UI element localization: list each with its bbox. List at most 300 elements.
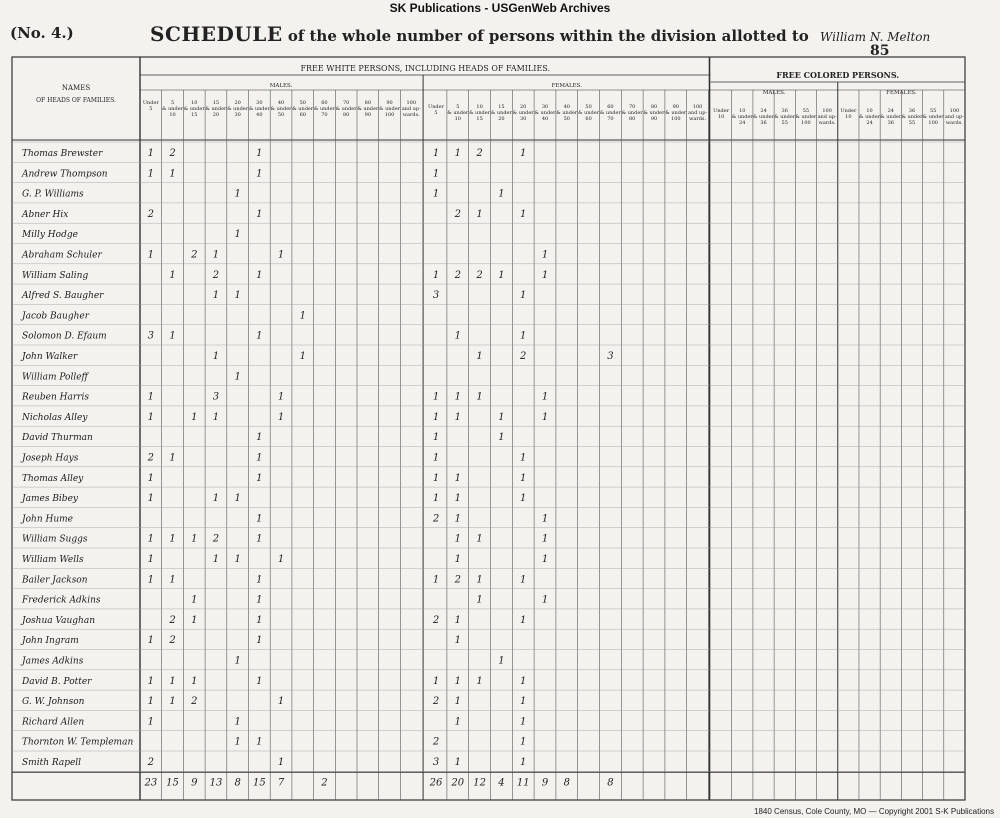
colored-male-col-header: 10 (717, 114, 725, 120)
white-female-count: 1 (454, 716, 461, 728)
white-male-count: 1 (191, 675, 198, 687)
head-of-family-name: James Bibey (22, 494, 78, 505)
white-female-col-header: & under (469, 110, 491, 116)
colored-female-col-header: 10 (866, 108, 873, 114)
white-male-count: 1 (277, 757, 285, 768)
white-males-label: MALES. (269, 83, 293, 89)
head-of-family-name: William Suggs (22, 534, 88, 545)
white-female-count: 3 (432, 757, 440, 768)
white-male-col-header: Under (142, 100, 159, 106)
white-female-count: 1 (520, 493, 527, 505)
white-female-count: 1 (476, 391, 483, 403)
white-male-count: 1 (147, 249, 155, 261)
white-female-count: 1 (454, 330, 461, 342)
white-female-count: 1 (520, 614, 527, 626)
free-white-header: FREE WHITE PERSONS, INCLUDING HEADS OF FAMILIES. (300, 64, 551, 73)
archive-banner: SK Publications - USGenWeb Archives (389, 1, 611, 15)
head-of-family-name: William Saling (22, 270, 89, 281)
white-male-total: 13 (209, 777, 223, 789)
colored-male-col-header: 100 (801, 120, 811, 126)
white-male-col-header: & under (183, 106, 205, 112)
white-female-count: 1 (432, 493, 440, 505)
white-male-col-header: 60 (299, 112, 306, 118)
head-of-family-name: Thomas Brewster (22, 149, 103, 159)
white-male-count: 1 (256, 635, 263, 647)
white-female-col-header: 90 (672, 104, 679, 110)
title-rest: of the whole number of persons within the division allotted to (287, 27, 809, 45)
white-female-col-header: 100 (692, 104, 703, 110)
white-male-count: 1 (212, 351, 220, 362)
page-number: 85 (870, 43, 890, 59)
white-female-col-header: wards. (689, 116, 707, 122)
white-male-col-header: 10 (191, 100, 198, 106)
colored-male-col-header: 24 (760, 108, 767, 114)
white-female-count: 1 (476, 351, 483, 362)
white-male-total: 8 (234, 777, 241, 789)
white-female-count: 2 (520, 351, 527, 362)
white-male-total: 2 (321, 777, 328, 789)
colored-female-col-header: & under (880, 114, 902, 120)
white-male-col-header: & under (379, 106, 401, 112)
white-male-col-header: 100 (384, 112, 395, 118)
white-female-col-header: 5 (456, 104, 460, 110)
white-female-count: 2 (454, 208, 461, 220)
white-female-count: 1 (454, 696, 461, 708)
white-male-count: 1 (147, 168, 155, 180)
white-male-col-header: and up- (401, 106, 421, 112)
white-female-col-header: 80 (629, 116, 636, 122)
white-female-col-header: 80 (650, 104, 658, 110)
white-female-count: 1 (520, 716, 527, 728)
white-male-count: 1 (256, 168, 263, 180)
white-female-col-header: 15 (498, 104, 505, 110)
white-female-col-header: 100 (671, 116, 681, 122)
head-of-family-name: James Adkins (22, 656, 84, 667)
white-female-col-header: 60 (607, 104, 614, 110)
white-male-count: 2 (147, 757, 155, 768)
white-male-col-header: & under (162, 106, 184, 112)
white-female-count: 1 (498, 269, 505, 281)
white-female-col-header: and up- (688, 110, 708, 116)
white-male-col-header: 50 (277, 112, 285, 118)
colored-males-label: MALES. (762, 90, 786, 96)
colored-female-col-header: 100 (928, 120, 938, 126)
colored-female-col-header: 36 (887, 120, 894, 126)
white-male-count: 1 (169, 330, 176, 342)
white-female-count: 1 (498, 655, 505, 667)
white-male-count: 1 (169, 574, 176, 586)
white-female-count: 1 (454, 757, 461, 768)
white-female-col-header: 5 (434, 110, 438, 116)
white-female-count: 1 (454, 472, 461, 484)
white-female-col-header: & under (447, 110, 469, 116)
white-male-count: 1 (256, 432, 263, 444)
white-female-total: 12 (473, 777, 486, 789)
white-female-count: 1 (541, 269, 549, 281)
white-male-count: 1 (147, 696, 155, 708)
white-male-count: 1 (299, 310, 306, 322)
white-male-count: 1 (234, 736, 241, 748)
colored-male-col-header: wards. (818, 120, 836, 126)
white-male-count: 1 (234, 554, 241, 565)
colored-female-col-header: 36 (908, 108, 916, 114)
white-male-count: 1 (147, 391, 155, 403)
white-female-col-header: 70 (607, 116, 614, 122)
head-of-family-name: Frederick Adkins (22, 595, 101, 606)
white-female-count: 2 (454, 269, 461, 281)
white-male-count: 1 (169, 533, 176, 545)
white-female-count: 1 (454, 391, 461, 403)
white-female-count: 1 (476, 594, 483, 606)
white-male-col-header: & under (335, 106, 357, 112)
white-male-col-header: 100 (406, 100, 417, 106)
colored-male-col-header: 10 (739, 108, 746, 114)
white-male-count: 1 (212, 493, 220, 505)
white-male-col-header: 30 (234, 112, 241, 118)
white-female-count: 1 (454, 533, 461, 545)
white-male-count: 1 (234, 716, 241, 728)
white-male-col-header: 40 (277, 100, 285, 106)
white-female-count: 1 (432, 574, 440, 586)
colored-male-col-header: & under (731, 114, 753, 120)
colored-female-col-header: 10 (845, 114, 852, 120)
white-female-count: 1 (454, 411, 461, 423)
white-male-col-header: 15 (191, 112, 198, 118)
colored-male-col-header: & under (795, 114, 817, 120)
head-of-family-name: Jacob Baugher (22, 311, 90, 322)
white-male-count: 2 (191, 249, 198, 261)
white-female-count: 1 (432, 675, 440, 687)
white-female-count: 1 (454, 554, 461, 565)
white-male-col-header: 70 (342, 100, 350, 106)
colored-male-col-header: 36 (781, 108, 788, 114)
white-male-count: 2 (212, 269, 220, 281)
white-male-col-header: & under (227, 106, 249, 112)
free-colored-header: FREE COLORED PERSONS. (776, 70, 900, 80)
white-female-count: 1 (520, 472, 527, 484)
colored-female-col-header: and up- (944, 114, 964, 120)
title-main: SCHEDULE (150, 22, 283, 46)
white-male-count: 1 (191, 614, 198, 626)
colored-male-col-header: 55 (802, 108, 810, 114)
head-of-family-name: Joshua Vaughan (22, 615, 96, 626)
white-male-col-header: 5 (149, 106, 153, 112)
colored-male-col-header: & under (774, 114, 796, 120)
white-male-total: 9 (191, 777, 198, 789)
white-male-count: 1 (256, 330, 263, 342)
footer-credit: 1840 Census, Cole County, MO — Copyright 2001 S-K Publications (754, 807, 994, 816)
white-female-count: 1 (476, 208, 483, 220)
white-male-count: 1 (147, 675, 155, 687)
white-female-count: 1 (476, 533, 483, 545)
white-female-count: 1 (541, 594, 549, 606)
white-female-count: 1 (520, 757, 527, 768)
colored-female-col-header: 55 (930, 108, 937, 114)
white-male-count: 1 (147, 472, 155, 484)
white-male-col-header: 50 (299, 100, 306, 106)
white-male-count: 1 (256, 513, 263, 525)
white-female-col-header: & under (556, 110, 578, 116)
white-male-count: 1 (191, 411, 198, 423)
white-female-total: 4 (498, 777, 505, 789)
white-female-col-header: & under (578, 110, 600, 116)
white-female-col-header: & under (490, 110, 512, 116)
white-male-total: 7 (277, 777, 285, 789)
white-male-count: 1 (234, 188, 241, 200)
white-female-count: 1 (476, 675, 483, 687)
allotted-to: William N. Melton (820, 30, 931, 44)
white-female-col-header: & under (643, 110, 665, 116)
white-male-count: 1 (147, 574, 155, 586)
white-females-label: FEMALES. (551, 83, 583, 89)
white-male-col-header: 60 (321, 100, 328, 106)
head-of-family-name: Smith Rapell (22, 758, 82, 768)
white-male-col-header: & under (357, 106, 379, 112)
white-female-total: 26 (429, 777, 443, 789)
colored-male-col-header: 55 (781, 120, 788, 126)
white-female-col-header: 30 (520, 116, 527, 122)
head-of-family-name: Thornton W. Templeman (22, 737, 134, 748)
white-female-count: 1 (454, 675, 461, 687)
white-female-count: 1 (476, 574, 483, 586)
white-male-count: 1 (256, 614, 263, 626)
white-female-count: 1 (498, 432, 505, 444)
white-female-count: 2 (432, 736, 440, 748)
white-male-col-header: & under (248, 106, 270, 112)
white-male-count: 3 (147, 330, 155, 342)
white-female-col-header: & under (665, 110, 687, 116)
white-male-col-header: 20 (212, 112, 220, 118)
white-male-count: 1 (169, 675, 176, 687)
white-female-count: 1 (520, 675, 527, 687)
schedule-number: (No. 4.) (10, 24, 74, 42)
white-female-count: 3 (607, 351, 614, 362)
white-male-count: 1 (212, 249, 220, 261)
head-of-family-name: William Wells (22, 555, 84, 565)
white-female-count: 1 (541, 411, 549, 423)
white-female-count: 1 (498, 188, 505, 200)
white-male-count: 1 (277, 249, 285, 261)
white-female-total: 11 (516, 777, 530, 789)
names-header-sub: OF HEADS OF FAMILIES. (36, 97, 116, 104)
white-male-total: 23 (144, 777, 158, 789)
white-male-count: 2 (212, 533, 220, 545)
white-male-count: 1 (256, 675, 263, 687)
white-male-count: 1 (256, 594, 263, 606)
white-female-count: 2 (454, 574, 461, 586)
white-male-col-header: wards. (402, 112, 420, 118)
white-female-col-header: 70 (629, 104, 636, 110)
white-female-col-header: & under (599, 110, 621, 116)
colored-female-col-header: wards. (945, 120, 963, 126)
white-female-col-header: & under (512, 110, 534, 116)
white-male-count: 1 (256, 148, 263, 159)
white-male-count: 1 (169, 269, 176, 281)
colored-female-col-header: & under (922, 114, 944, 120)
white-female-col-header: & under (534, 110, 556, 116)
white-female-col-header: 20 (520, 104, 527, 110)
white-female-col-header: 60 (585, 116, 592, 122)
white-male-count: 1 (256, 269, 263, 281)
colored-male-col-header: 36 (760, 120, 767, 126)
white-male-count: 1 (147, 493, 155, 505)
colored-female-col-header: & under (859, 114, 881, 120)
white-male-count: 2 (191, 696, 198, 708)
white-male-count: 1 (234, 371, 241, 383)
head-of-family-name: Andrew Thompson (22, 169, 108, 180)
form-border (12, 57, 965, 800)
head-of-family-name: John Walker (22, 352, 78, 362)
white-male-count: 1 (212, 554, 220, 565)
white-male-col-header: & under (205, 106, 227, 112)
white-female-col-header: 90 (650, 116, 658, 122)
white-female-count: 3 (432, 290, 440, 302)
white-female-count: 2 (476, 148, 483, 159)
white-female-count: 1 (432, 472, 440, 484)
white-female-col-header: 20 (498, 116, 505, 122)
white-male-count: 1 (191, 594, 198, 606)
white-female-col-header: 50 (585, 104, 592, 110)
white-male-count: 1 (277, 411, 285, 423)
form-grid-lines (12, 57, 965, 800)
white-male-col-header: & under (270, 106, 292, 112)
head-of-family-name: G. W. Johnson (22, 697, 85, 708)
white-male-count: 1 (169, 168, 176, 180)
white-male-count: 1 (191, 533, 198, 545)
white-female-col-header: 15 (476, 116, 483, 122)
head-of-family-name: Milly Hodge (22, 230, 78, 241)
white-male-count: 1 (169, 696, 176, 708)
white-male-count: 1 (147, 716, 155, 728)
white-male-col-header: 30 (256, 100, 263, 106)
white-male-total: 15 (166, 777, 179, 789)
head-of-family-name: Bailer Jackson (22, 575, 88, 586)
white-female-count: 1 (432, 411, 440, 423)
white-male-count: 2 (147, 452, 155, 464)
white-female-count: 1 (520, 696, 527, 708)
head-of-family-name: Nicholas Alley (22, 412, 88, 423)
colored-male-col-header: & under (753, 114, 775, 120)
white-female-total: 9 (541, 777, 549, 789)
white-female-col-header: 10 (476, 104, 483, 110)
form-headers (36, 64, 964, 126)
white-male-col-header: 80 (364, 100, 372, 106)
white-male-count: 1 (277, 391, 285, 403)
white-female-col-header: & under (621, 110, 643, 116)
head-of-family-name: John Hume (22, 514, 73, 525)
white-male-count: 2 (147, 208, 155, 220)
head-of-family-name: Richard Allen (22, 717, 85, 728)
white-female-total: 8 (563, 777, 570, 789)
white-female-count: 1 (454, 635, 461, 647)
white-female-col-header: 40 (541, 116, 549, 122)
colored-male-col-header: 24 (739, 120, 746, 126)
white-male-col-header: 5 (170, 100, 175, 106)
white-female-count: 1 (520, 574, 527, 586)
head-of-family-name: David Thurman (22, 433, 93, 444)
white-male-count: 1 (256, 208, 263, 220)
white-male-count: 1 (256, 452, 263, 464)
white-male-count: 1 (256, 533, 263, 545)
white-female-col-header: 50 (563, 116, 570, 122)
white-female-count: 1 (432, 269, 440, 281)
white-female-count: 2 (432, 614, 440, 626)
colored-female-col-header: 100 (949, 108, 960, 114)
colored-male-col-header: 100 (822, 108, 832, 114)
white-male-count: 1 (234, 493, 241, 505)
white-male-col-header: & under (313, 106, 335, 112)
head-of-family-name: Abraham Schuler (22, 250, 102, 261)
white-female-count: 1 (454, 148, 461, 159)
white-male-count: 1 (234, 655, 241, 667)
white-female-col-header: 30 (541, 104, 549, 110)
colored-female-col-header: 24 (866, 120, 873, 126)
white-male-col-header: 15 (212, 100, 220, 106)
head-of-family-name: Joseph Hays (22, 453, 79, 464)
white-female-count: 1 (541, 249, 549, 261)
white-male-total: 15 (252, 777, 266, 789)
names-header: NAMES (61, 84, 91, 92)
white-male-col-header: 10 (169, 112, 176, 118)
form-cells (20, 148, 614, 788)
white-male-count: 1 (147, 635, 155, 647)
white-female-count: 1 (432, 391, 440, 403)
white-female-count: 2 (432, 696, 440, 708)
white-male-col-header: 70 (321, 112, 328, 118)
white-female-col-header: Under (428, 104, 444, 110)
white-female-count: 1 (432, 188, 440, 200)
white-female-count: 1 (432, 432, 440, 444)
white-female-count: 2 (476, 269, 483, 281)
head-of-family-name: John Ingram (22, 636, 79, 647)
colored-female-col-header: 24 (887, 108, 894, 114)
white-female-count: 1 (520, 208, 527, 220)
white-male-count: 1 (147, 554, 155, 565)
white-male-count: 1 (169, 452, 176, 464)
white-female-count: 1 (541, 513, 549, 525)
white-male-count: 1 (234, 229, 241, 241)
white-female-col-header: 10 (454, 116, 461, 122)
white-female-count: 1 (454, 493, 461, 505)
white-male-col-header: 80 (342, 112, 350, 118)
white-male-count: 1 (256, 736, 263, 748)
white-male-col-header: 40 (256, 112, 263, 118)
white-male-col-header: & under (292, 106, 314, 112)
white-male-count: 2 (169, 635, 176, 647)
white-male-count: 2 (169, 614, 176, 626)
white-male-count: 1 (256, 472, 263, 484)
white-female-count: 2 (432, 513, 440, 525)
head-of-family-name: Alfred S. Baugher (22, 291, 104, 302)
white-male-col-header: 90 (364, 112, 372, 118)
white-male-count: 1 (277, 554, 285, 565)
white-female-count: 1 (520, 736, 527, 748)
colored-female-col-header: & under (901, 114, 923, 120)
white-female-count: 1 (432, 168, 440, 180)
head-of-family-name: David B. Potter (22, 676, 92, 687)
white-male-count: 1 (299, 351, 306, 362)
white-female-count: 1 (498, 411, 505, 423)
head-of-family-name: G. P. Williams (22, 189, 84, 200)
colored-female-col-header: Under (840, 108, 857, 114)
colored-females-label: FEMALES. (886, 90, 917, 96)
white-male-count: 1 (147, 411, 155, 423)
white-female-count: 1 (432, 148, 440, 159)
white-male-count: 1 (234, 290, 241, 302)
colored-male-col-header: and up- (817, 114, 837, 120)
white-male-count: 1 (256, 574, 263, 586)
head-of-family-name: Abner Hix (22, 209, 69, 220)
